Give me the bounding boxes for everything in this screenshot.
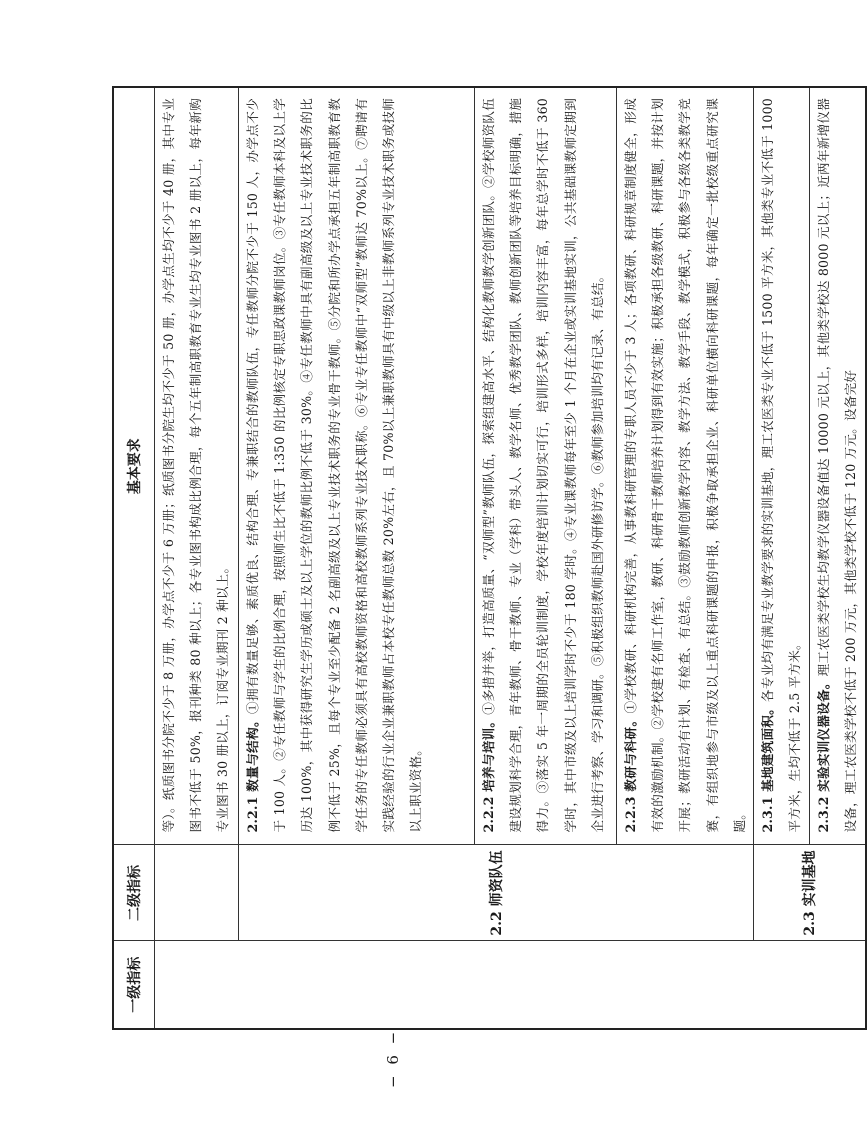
table-row	[155, 87, 239, 1029]
table-header-row	[113, 87, 155, 1029]
level2-cell: 2.3 实训基地	[754, 845, 866, 941]
requirement-cell	[754, 87, 810, 845]
requirement-cell	[617, 87, 754, 845]
requirement-text: 各专业均有满足专业教学要求的实训基地，理工农医类专业不低于 1500 平方米，其他类专业不低于 1000 平方米，生均不低于 2.5 平方米。	[760, 98, 803, 833]
level2-cell-empty	[155, 845, 239, 941]
requirement-text: ①学校教研、科研机构完善，从事教科研管理的专职人员不少于 3 人；各项教研、科研规章制度健全，形成有效的激励机制。②学校建有名师工作室，教研、科研骨干教师培养计划得到有效实施；积极承担各级教研、科研课题，并按计划开展；教研活动有计划、有检查、有总结。③鼓励教师创新教学内容、教学方法、教学手段、教学模式，积极参与各级各类教学竞赛，有组织地参与市级及以上重点科研课题的申报，积极争取承担企业、科研单位横向科研课题，每年确定一批校级重点研究课题。	[623, 97, 747, 833]
requirement-lead: 2.3.1 基地建筑面积。	[760, 702, 776, 833]
level2-cell: 2.2 师资队伍	[239, 845, 754, 941]
requirement-cell	[475, 87, 617, 845]
table-row	[239, 87, 475, 1029]
table-row	[754, 87, 810, 1029]
requirement-cell	[810, 87, 866, 845]
requirement-lead: 2.2.2 培养与培训。	[481, 714, 496, 833]
level1-cell	[155, 941, 866, 1029]
requirements-table	[112, 86, 867, 1030]
header-requirements: 基本要求	[113, 87, 155, 845]
page-number: − 6 −	[384, 1028, 402, 1088]
requirement-lead: 2.2.1 数量与结构。	[245, 713, 260, 833]
requirement-lead: 2.2.3 教研与科研。	[623, 713, 638, 833]
requirement-text: ①多措并举，打造高质量、“双师型”教师队伍，探索组建高水平、结构化教师教学创新团队。②学校师资队伍建设规划科学合理，青年教师、骨干教师、专业（学科）带头人、教学名师、优秀教学团队、教师创新团队等培养目标明确，措施得力。③落实 5 年一周期的全员轮训制度，学校年度培训计划切实可行，培训形式多样，培训内容丰富，每年总学时不低于 360 学时，其中市级及以上培训学时不少于 180 学时。④专业课教师每年至少 1 个月在企业或实训基地实训，公共基础课教师定期到企业进行考察、学习和调研。⑤积极组织教师赴国外研修访学。⑥教师参加培训均有记录、有总结。	[481, 98, 605, 833]
requirement-text: ①拥有数量足够、素质优良、结构合理、专兼职结合的教师队伍，专任教师分院不少于 150 人，办学点不少于 100 人。②专任教师与学生的比例合理，按照师生比不低于 1:350 的比例核定专职思政课教师岗位。③专任教师本科及以上学历达 100%，其中获得研究生学历或硕士及以上学位的教师比例不低于 30%。④专任教师中具有副高级及以上专业技术职务的比例不低于 25%，且每个专业至少配备 2 名副高级及以上专业技术职务的专业骨干教师。⑤分院和所办学点承担五年制高职教育教学任务的专任教师必须具有高校教师资格和高校教师系列专业技术职称。⑥专业专任教师中“双师型”教师达 70%以上。⑦聘请有实践经验的行业企业兼职教师占本校专任教师总数 20%左右，且 70%以上兼职教师具有中级以上非教师系列专业技术职务或技师以上职业资格。	[245, 97, 424, 833]
header-level1: 一级指标	[113, 941, 155, 1029]
requirement-text: 理工农医类学校生均教学仪器设备值达 10000 元以上，其他类学校达 8000 元以上；近两年新增仪器设备，理工农医类学校不低于 200 万元，其他类学校不低于 120 万元。设备完好	[816, 97, 859, 833]
header-level2: 二级指标	[113, 845, 155, 941]
requirement-cell	[239, 87, 475, 845]
requirement-cell-continued	[155, 87, 239, 845]
requirement-text: 等）。纸质图书分院不少于 8 万册，办学点不少于 6 万册；纸质图书分院生均不少于 50 册，办学点生均不少于 40 册，其中专业图书不低于 50%，报刊种类 80 种以上；各专业图书构成比例合理，每个五年制高职教育专业生均专业图书 2 册以上，每年新购专业图书 30 册以上，订阅专业期刊 2 种以上。	[161, 98, 231, 833]
requirement-lead: 2.3.2 实验实训仪器设备。	[816, 676, 832, 833]
